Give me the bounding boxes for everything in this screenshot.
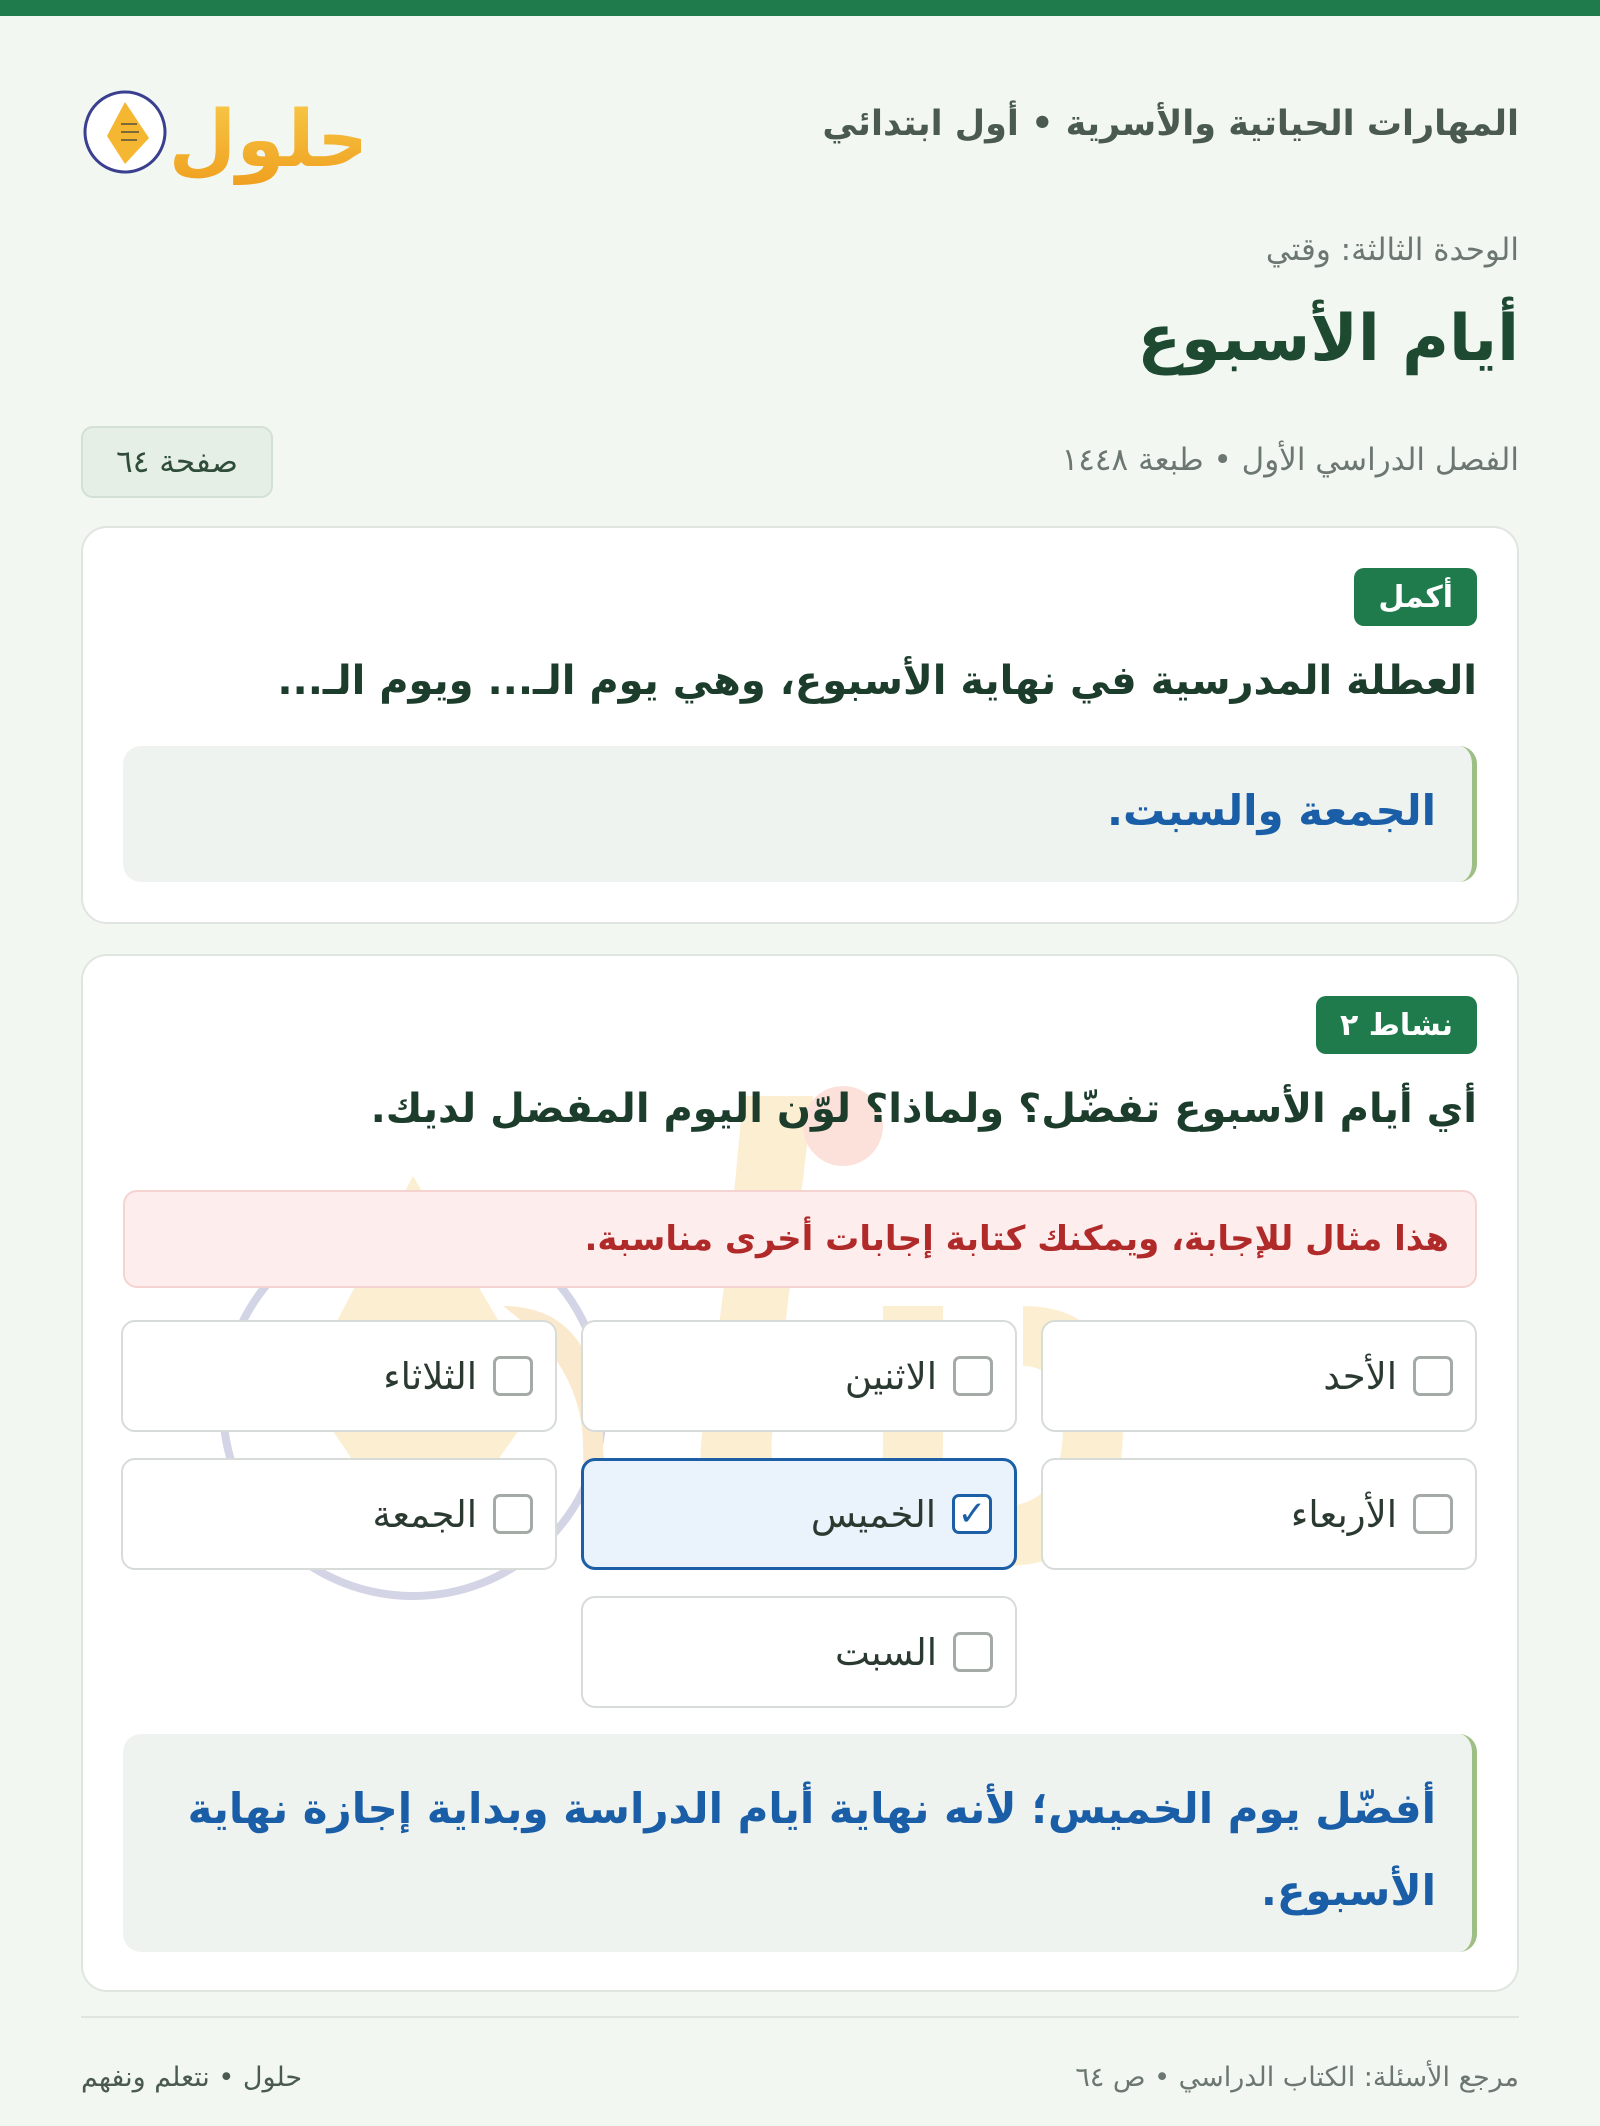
day-options [123, 1320, 1477, 1710]
top-accent-bar [0, 0, 1600, 16]
question-card-complete [81, 526, 1519, 924]
checkbox[interactable] [953, 1356, 993, 1396]
subject-title: المهارات الحياتية والأسرية • أول ابتدائي [822, 104, 1519, 144]
question-text: العطلة المدرسية في نهاية الأسبوع، وهي يوم الـ... ويوم الـ... [277, 658, 1477, 704]
option-friday[interactable] [121, 1458, 557, 1570]
footer-divider [81, 2016, 1519, 2018]
footer-brand: حلول • نتعلم ونفهم [81, 2062, 303, 2093]
option-label: السبت [834, 1630, 937, 1674]
example-note-text: هذا مثال للإجابة، ويمكنك كتابة إجابات أخرى مناسبة. [584, 1219, 1449, 1259]
term-edition: الفصل الدراسي الأول • طبعة ١٤٤٨ [1061, 442, 1519, 478]
option-saturday[interactable] [581, 1596, 1017, 1708]
answer-box [123, 1734, 1477, 1952]
option-sunday[interactable] [1041, 1320, 1477, 1432]
answer-text: أفضّل يوم الخميس؛ لأنه نهاية أيام الدراسة وبداية إجازة نهاية الأسبوع. [187, 1784, 1436, 1915]
question-tag: أكمل [1354, 568, 1477, 626]
option-label: الأربعاء [1290, 1492, 1397, 1536]
option-monday[interactable] [581, 1320, 1017, 1432]
check-mark-icon: ✓ [957, 1494, 987, 1534]
meta-row [81, 426, 1519, 498]
page [81, 16, 1519, 2093]
answer-text: الجمعة والسبت. [1107, 786, 1436, 835]
page-badge: صفحة ٦٤ [81, 426, 273, 498]
option-label: الجمعة [372, 1492, 477, 1536]
logo-graphic [81, 66, 361, 196]
unit-label: الوحدة الثالثة: وقتي [1265, 232, 1519, 268]
lesson-title: أيام الأسبوع [1137, 302, 1519, 376]
checkbox[interactable] [1413, 1356, 1453, 1396]
answer-box [123, 746, 1477, 882]
question-text: أي أيام الأسبوع تفضّل؟ ولماذا؟ لوّن اليوم المفضل لديك. [370, 1086, 1477, 1132]
checkbox[interactable] [493, 1356, 533, 1396]
header [81, 16, 1519, 216]
option-tuesday[interactable] [121, 1320, 557, 1432]
option-wednesday[interactable] [1041, 1458, 1477, 1570]
svg-text:حلول: حلول [168, 95, 361, 185]
example-note [123, 1190, 1477, 1288]
brand-logo [81, 66, 361, 196]
footer-reference: مرجع الأسئلة: الكتاب الدراسي • ص ٦٤ [1075, 2062, 1519, 2093]
option-label: الثلاثاء [383, 1354, 477, 1398]
question-card-activity [81, 954, 1519, 1992]
checkbox[interactable] [953, 1632, 993, 1672]
option-label: الأحد [1323, 1354, 1397, 1398]
checkbox-checked[interactable] [952, 1494, 992, 1534]
checkbox[interactable] [493, 1494, 533, 1534]
option-label: الاثنين [844, 1354, 937, 1398]
checkbox[interactable] [1413, 1494, 1453, 1534]
option-thursday[interactable] [581, 1458, 1017, 1570]
option-label: الخميس [810, 1492, 936, 1536]
question-tag: نشاط ٢ [1316, 996, 1477, 1054]
